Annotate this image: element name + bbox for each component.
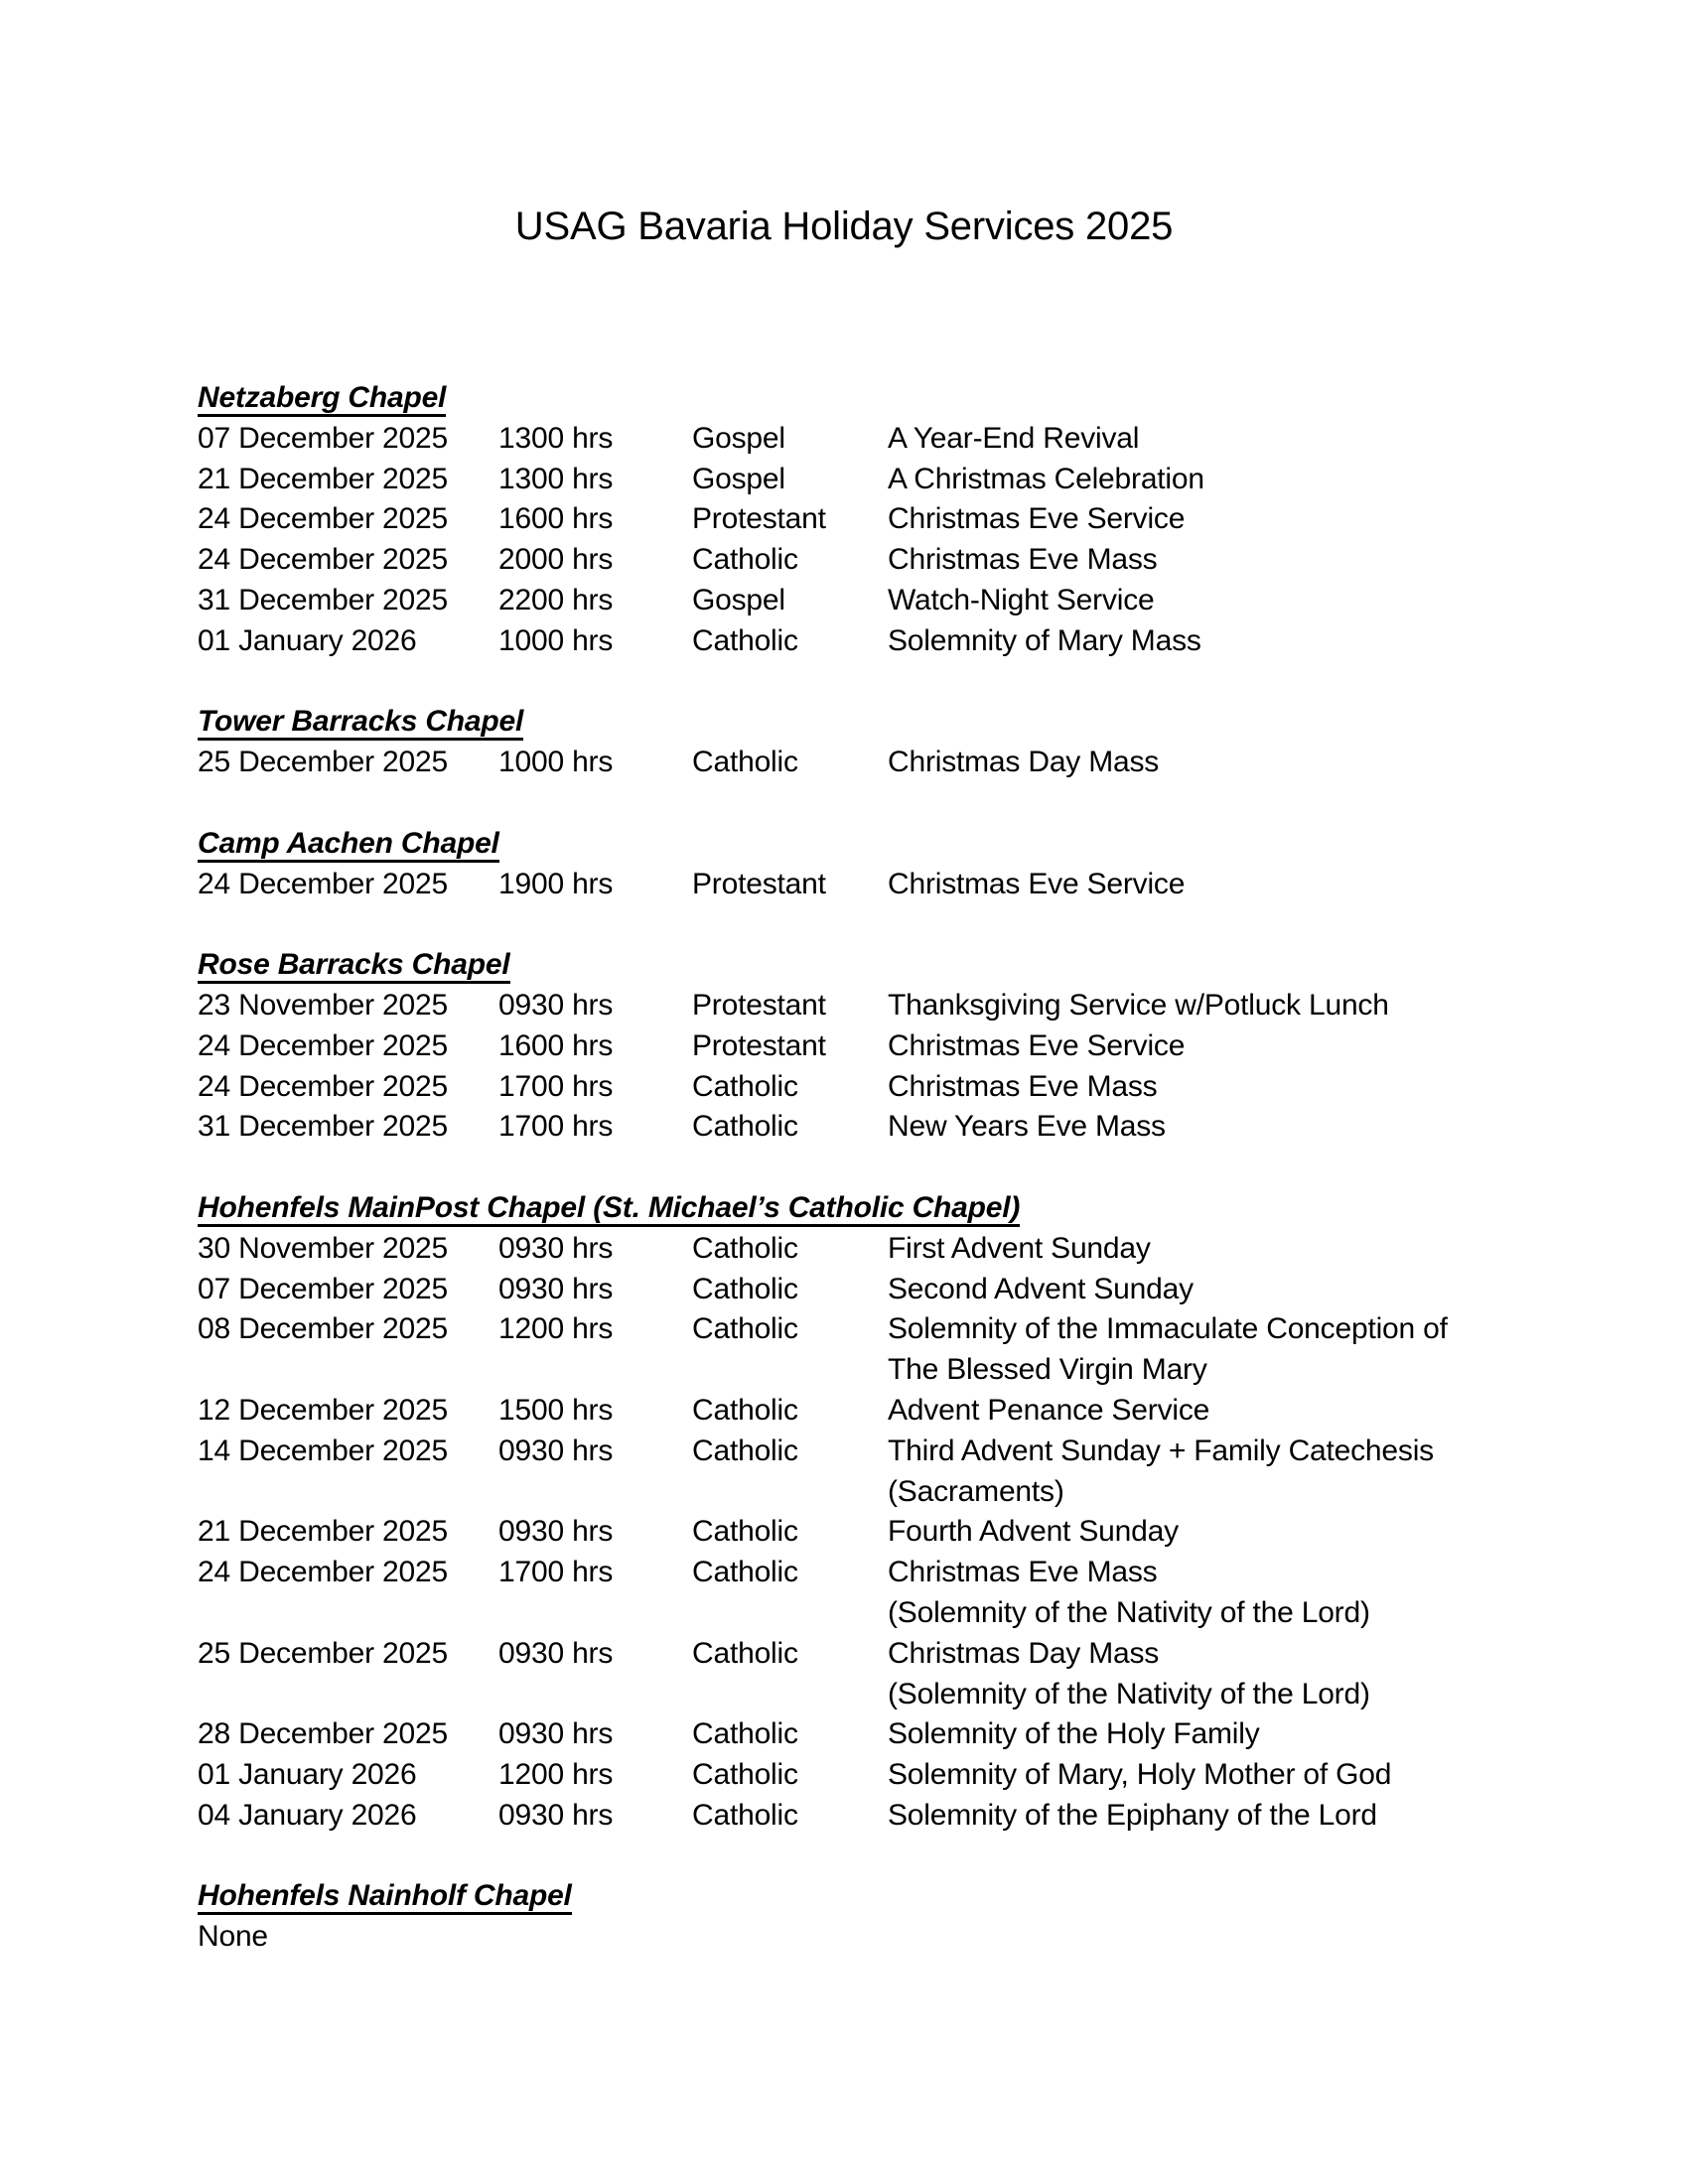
service-row	[198, 743, 1569, 783]
service-time: 0930 hrs	[498, 988, 614, 1022]
service-time: 0930 hrs	[498, 1717, 614, 1751]
service-description-line: Christmas Day Mass	[888, 746, 1160, 779]
service-description	[888, 1067, 1569, 1108]
service-row	[198, 581, 1569, 621]
service-date: 24 December 2025	[198, 867, 448, 900]
service-row	[198, 1229, 1569, 1270]
service-row	[198, 986, 1569, 1026]
service-denomination: Catholic	[692, 623, 798, 657]
service-date: 01 January 2026	[198, 1758, 417, 1792]
service-row	[198, 460, 1569, 500]
service-description	[888, 1391, 1569, 1432]
service-row	[198, 1309, 1569, 1391]
service-row	[198, 621, 1569, 662]
service-description	[888, 1026, 1569, 1067]
service-time: 1300 hrs	[498, 462, 614, 495]
service-row	[198, 865, 1569, 905]
service-row	[198, 1270, 1569, 1310]
service-description	[888, 743, 1569, 783]
service-time: 0930 hrs	[498, 1636, 614, 1670]
service-description-line: Thanksgiving Service w/Potluck Lunch	[888, 988, 1389, 1022]
service-time: 1600 hrs	[498, 502, 614, 536]
service-description	[888, 1270, 1569, 1310]
service-description-line: Christmas Eve Mass	[888, 1069, 1158, 1103]
service-denomination: Catholic	[692, 1393, 798, 1427]
service-date: 25 December 2025	[198, 1636, 448, 1670]
service-description-line: (Sacraments)	[888, 1474, 1064, 1508]
service-denomination: Catholic	[692, 1312, 798, 1346]
service-date: 30 November 2025	[198, 1231, 448, 1265]
service-time: 0930 hrs	[498, 1272, 614, 1305]
service-description-line: Christmas Eve Service	[888, 1028, 1186, 1062]
service-time: 1200 hrs	[498, 1758, 614, 1792]
service-row	[198, 1714, 1569, 1755]
service-description-line: A Christmas Celebration	[888, 462, 1204, 495]
service-denomination: Catholic	[692, 1758, 798, 1792]
chapel-name-heading: Rose Barracks Chapel	[198, 948, 510, 984]
service-date: 24 December 2025	[198, 1069, 448, 1103]
service-description-line: The Blessed Virgin Mary	[888, 1353, 1207, 1387]
chapel-name-heading: Tower Barracks Chapel	[198, 705, 523, 741]
chapel-section	[198, 824, 1569, 905]
service-date: 24 December 2025	[198, 502, 448, 536]
document-title: USAG Bavaria Holiday Services 2025	[514, 205, 1174, 248]
chapel-heading-line	[198, 824, 1569, 865]
service-time: 1000 hrs	[498, 623, 614, 657]
service-description-line: Solemnity of Mary, Holy Mother of God	[888, 1758, 1392, 1792]
service-denomination: Protestant	[692, 502, 826, 536]
service-row	[198, 1107, 1569, 1148]
service-description	[888, 581, 1569, 621]
service-row	[198, 419, 1569, 460]
service-denomination: Catholic	[692, 1231, 798, 1265]
service-time: 1500 hrs	[498, 1393, 614, 1427]
service-description	[888, 1755, 1569, 1796]
service-row	[198, 1796, 1569, 1837]
chapel-heading-line	[198, 702, 1569, 743]
chapel-heading-line	[198, 378, 1569, 419]
service-time: 0930 hrs	[498, 1798, 614, 1832]
service-date: 23 November 2025	[198, 988, 448, 1022]
service-denomination: Gospel	[692, 583, 785, 616]
service-description	[888, 986, 1569, 1026]
service-description-line: Watch-Night Service	[888, 583, 1155, 616]
chapel-heading-line	[198, 1188, 1569, 1229]
service-time: 1700 hrs	[498, 1110, 614, 1144]
service-denomination: Catholic	[692, 543, 798, 577]
service-denomination: Catholic	[692, 746, 798, 779]
service-denomination: Catholic	[692, 1069, 798, 1103]
service-date: 24 December 2025	[198, 1028, 448, 1062]
service-row	[198, 1512, 1569, 1553]
service-row	[198, 499, 1569, 540]
chapel-heading-line	[198, 945, 1569, 986]
service-row	[198, 1391, 1569, 1432]
service-description	[888, 1229, 1569, 1270]
service-description-line: New Years Eve Mass	[888, 1110, 1166, 1144]
service-time: 2200 hrs	[498, 583, 614, 616]
service-date: 07 December 2025	[198, 1272, 448, 1305]
service-time: 0930 hrs	[498, 1515, 614, 1549]
service-date: 21 December 2025	[198, 1515, 448, 1549]
service-date: 24 December 2025	[198, 1556, 448, 1589]
service-description-line: Fourth Advent Sunday	[888, 1515, 1179, 1549]
service-description	[888, 1634, 1569, 1715]
service-description-line: Solemnity of the Epiphany of the Lord	[888, 1798, 1377, 1832]
service-denomination: Catholic	[692, 1717, 798, 1751]
service-denomination: Catholic	[692, 1110, 798, 1144]
service-description	[888, 460, 1569, 500]
service-time: 2000 hrs	[498, 543, 614, 577]
service-description-line: Solemnity of the Holy Family	[888, 1717, 1260, 1751]
service-description-line: Second Advent Sunday	[888, 1272, 1194, 1305]
chapel-section	[198, 1188, 1569, 1837]
service-denomination: Protestant	[692, 867, 826, 900]
service-denomination: Protestant	[692, 988, 826, 1022]
service-denomination: Catholic	[692, 1798, 798, 1832]
chapel-name-heading: Camp Aachen Chapel	[198, 827, 499, 863]
service-row	[198, 1634, 1569, 1715]
service-date: 14 December 2025	[198, 1433, 448, 1467]
service-denomination: Catholic	[692, 1556, 798, 1589]
service-time: 1000 hrs	[498, 746, 614, 779]
service-date: 21 December 2025	[198, 462, 448, 495]
service-date: 25 December 2025	[198, 746, 448, 779]
service-description	[888, 1796, 1569, 1837]
service-date: 31 December 2025	[198, 583, 448, 616]
service-date: 04 January 2026	[198, 1798, 417, 1832]
service-description	[888, 621, 1569, 662]
service-date: 01 January 2026	[198, 623, 417, 657]
service-denomination: Protestant	[692, 1028, 826, 1062]
service-description-line: Christmas Day Mass	[888, 1636, 1160, 1670]
service-description-line: A Year-End Revival	[888, 421, 1140, 455]
chapel-section	[198, 702, 1569, 783]
service-denomination: Gospel	[692, 421, 785, 455]
service-description	[888, 419, 1569, 460]
service-description	[888, 1107, 1569, 1148]
service-date: 12 December 2025	[198, 1393, 448, 1427]
service-description-line: Christmas Eve Mass	[888, 543, 1158, 577]
service-row	[198, 1432, 1569, 1513]
chapel-name-heading: Hohenfels Nainholf Chapel	[198, 1879, 572, 1915]
service-description	[888, 1553, 1569, 1634]
service-time: 1900 hrs	[498, 867, 614, 900]
service-description	[888, 499, 1569, 540]
service-description-line: Solemnity of Mary Mass	[888, 623, 1201, 657]
no-services-note: None	[198, 1920, 268, 1954]
service-description-line: Christmas Eve Service	[888, 502, 1186, 536]
service-time: 0930 hrs	[498, 1231, 614, 1265]
service-denomination: Catholic	[692, 1636, 798, 1670]
sections-container	[198, 378, 1569, 1958]
service-denomination: Catholic	[692, 1433, 798, 1467]
service-time: 1300 hrs	[498, 421, 614, 455]
service-row	[198, 1026, 1569, 1067]
service-description-line: First Advent Sunday	[888, 1231, 1151, 1265]
service-description-line: Christmas Eve Service	[888, 867, 1186, 900]
service-date: 08 December 2025	[198, 1312, 448, 1346]
service-time: 1700 hrs	[498, 1556, 614, 1589]
chapel-section	[198, 378, 1569, 662]
service-row	[198, 1067, 1569, 1108]
service-description-line: Solemnity of the Immaculate Conception of	[888, 1312, 1448, 1346]
service-description-line: Third Advent Sunday + Family Catechesis	[888, 1433, 1434, 1467]
service-date: 28 December 2025	[198, 1717, 448, 1751]
chapel-name-heading: Hohenfels MainPost Chapel (St. Michael’s Catholic Chapel)	[198, 1191, 1020, 1227]
service-date: 31 December 2025	[198, 1110, 448, 1144]
service-description	[888, 1714, 1569, 1755]
service-description-line: Christmas Eve Mass	[888, 1556, 1158, 1589]
service-date: 07 December 2025	[198, 421, 448, 455]
service-time: 1200 hrs	[498, 1312, 614, 1346]
service-description	[888, 1309, 1569, 1391]
service-time: 0930 hrs	[498, 1433, 614, 1467]
service-denomination: Catholic	[692, 1272, 798, 1305]
service-denomination: Gospel	[692, 462, 785, 495]
service-denomination: Catholic	[692, 1515, 798, 1549]
service-row	[198, 1553, 1569, 1634]
service-description	[888, 1432, 1569, 1513]
service-description	[888, 540, 1569, 581]
service-date: 24 December 2025	[198, 543, 448, 577]
service-description	[888, 865, 1569, 905]
service-time: 1600 hrs	[498, 1028, 614, 1062]
chapel-heading-line	[198, 1876, 1569, 1917]
service-description-line: (Solemnity of the Nativity of the Lord)	[888, 1677, 1370, 1710]
service-row	[198, 540, 1569, 581]
service-description	[888, 1512, 1569, 1553]
service-description-line: Advent Penance Service	[888, 1393, 1210, 1427]
chapel-section	[198, 945, 1569, 1148]
service-time: 1700 hrs	[498, 1069, 614, 1103]
service-description-line: (Solemnity of the Nativity of the Lord)	[888, 1595, 1370, 1629]
service-row	[198, 1755, 1569, 1796]
chapel-name-heading: Netzaberg Chapel	[198, 381, 446, 417]
chapel-section	[198, 1876, 1569, 1958]
